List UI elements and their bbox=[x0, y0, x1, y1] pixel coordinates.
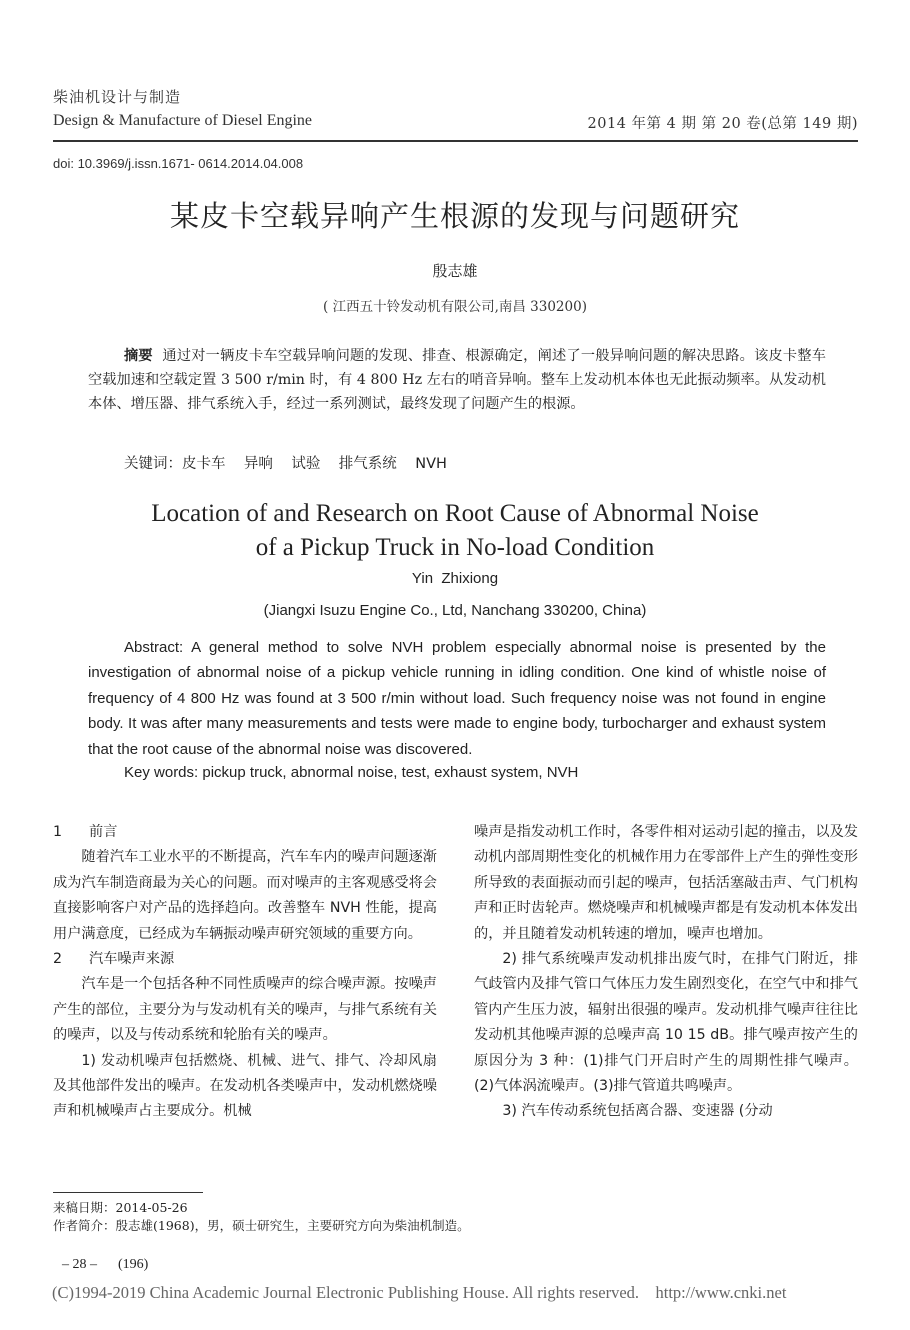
section-number: 2 bbox=[53, 951, 63, 968]
footnote-divider bbox=[53, 1192, 203, 1193]
paragraph: 汽车是一个包括各种不同性质噪声的综合噪声源。按噪声产生的部位，主要分为与发动机有关的噪声，与排气系统有关的噪声，以及与传动系统和轮胎有关的噪声。 bbox=[53, 976, 437, 1044]
paper-title-cn: 某皮卡空载异响产生根源的发现与问题研究 bbox=[169, 199, 740, 233]
paper-title-en-line2: of a Pickup Truck in No-load Condition bbox=[255, 534, 655, 561]
author-bio-label: 作者简介： bbox=[53, 1218, 116, 1233]
abstract-cn-text: 通过对一辆皮卡车空载异响问题的发现、排查、根源确定，阐述了一般异响问题的解决思路。该皮卡整车空载加速和空载定置 3 500 r/min 时，有 4 800 Hz 左右的哨音异响。整车上发动机本体也无此振动频率。从发动机本体、增压器、排气系统入手，经过一系列测试，最终发现了问题产生的根源。 bbox=[88, 348, 826, 412]
paper-title-en bbox=[0, 497, 910, 565]
section-heading-2 bbox=[53, 947, 437, 972]
abstract-en-text: A general method to solve NVH problem especially abnormal noise is presented by the investigation of abnormal noise of a pickup vehicle running in idling condition. One kind of whistle noise of frequency of 4 800 Hz was found at 3 500 r/min without load. Such frequency noise was not found in engine body. It was after many measurements and tests were made to engine body, turbocharger and exhaust system that the root cause of the abnormal noise was discovered. bbox=[88, 639, 826, 758]
affiliation-en: (Jiangxi Isuzu Engine Co., Ltd, Nanchang 330200, China) bbox=[263, 602, 647, 619]
keywords-en bbox=[124, 764, 578, 781]
footnote-received bbox=[53, 1198, 188, 1216]
abstract-cn-label: 摘要 bbox=[124, 348, 153, 364]
keywords-en-label: Key words: bbox=[124, 764, 199, 781]
keywords-en-items: pickup truck, abnormal noise, test, exhaust system, NVH bbox=[202, 764, 579, 781]
journal-name-cn: 柴油机设计与制造 bbox=[53, 88, 182, 106]
paragraph: 随着汽车工业水平的不断提高，汽车车内的噪声问题逐渐成为汽车制造商最为关心的问题。而对噪声的主客观感受将会直接影响客户对产品的选择趋向。改善整车 NVH 性能，提高用户满意度，已经成为车辆振动噪声研究领域的重要方向。 bbox=[53, 849, 437, 942]
body-column-right bbox=[474, 820, 858, 1125]
abstract-en-label: Abstract: bbox=[124, 639, 184, 656]
section-heading-1 bbox=[53, 820, 437, 845]
author-bio: 殷志雄(1968)，男，硕士研究生，主要研究方向为柴油机制造。 bbox=[115, 1218, 470, 1233]
paper-title-en-line1: Location of and Research on Root Cause of Abnormal Noise bbox=[151, 500, 759, 527]
body-column-left bbox=[53, 820, 437, 1125]
header-divider bbox=[53, 140, 858, 142]
keywords-cn bbox=[124, 452, 447, 473]
received-label: 来稿日期： bbox=[53, 1200, 116, 1215]
received-date: 2014-05-26 bbox=[115, 1200, 188, 1215]
issue-info: 2014 年第 4 期 第 20 卷(总第 149 期) bbox=[587, 116, 858, 132]
keywords-cn-label: 关键词： bbox=[124, 456, 182, 472]
paragraph: 噪声是指发动机工作时，各零件相对运动引起的撞击，以及发动机内部周期性变化的机械作用力在零部件上产生的弹性变形所导致的表面振动而引起的噪声，包括活塞敲击声、气门机构声和正时齿轮声。燃烧噪声和机械噪声都是有发动机本体发出的，并且随着发动机转速的增加，噪声也增加。 bbox=[474, 824, 858, 942]
page-number: – 28 – (196) bbox=[62, 1257, 149, 1272]
section-title: 汽车噪声来源 bbox=[89, 951, 175, 968]
doi: doi: 10.3969/j.issn.1671- 0614.2014.04.008 bbox=[53, 156, 304, 171]
abstract-cn bbox=[88, 345, 826, 416]
keywords-cn-items: 皮卡车 异响 试验 排气系统 NVH bbox=[182, 456, 447, 472]
abstract-en bbox=[88, 635, 826, 762]
affiliation-cn: ( 江西五十铃发动机有限公司,南昌 330200) bbox=[323, 299, 587, 315]
author-en: Yin Zhixiong bbox=[411, 570, 499, 587]
journal-name-en: Design & Manufacture of Diesel Engine bbox=[53, 112, 313, 129]
paragraph: 3) 汽车传动系统包括离合器、变速器 (分动 bbox=[502, 1103, 773, 1120]
footnote-author bbox=[53, 1216, 470, 1234]
section-number: 1 bbox=[53, 824, 63, 840]
paragraph: 1) 发动机噪声包括燃烧、机械、进气、排气、冷却风扇及其他部件发出的噪声。在发动机各类噪声中，发动机燃烧噪声和机械噪声占主要成分。机械 bbox=[53, 1052, 437, 1120]
paragraph: 2) 排气系统噪声发动机排出废气时，在排气门附近，排气歧管内及排气管口气体压力发生剧烈变化，在空气中和排气管内产生压力波，辐射出很强的噪声。发动机排气噪声往往比发动机其他噪声源的总噪声高 10 15 dB。排气噪声按产生的原因分为 3 种：(1)排气门开启时产生的周期性排气噪声。(2)气体涡流噪声。(3)排气管道共鸣噪声。 bbox=[474, 951, 858, 1095]
section-title: 前言 bbox=[89, 824, 118, 840]
author-cn: 殷志雄 bbox=[432, 262, 478, 280]
copyright-notice: (C)1994-2019 China Academic Journal Electronic Publishing House. All rights reserved. http://www.cnki.net bbox=[52, 1283, 787, 1302]
